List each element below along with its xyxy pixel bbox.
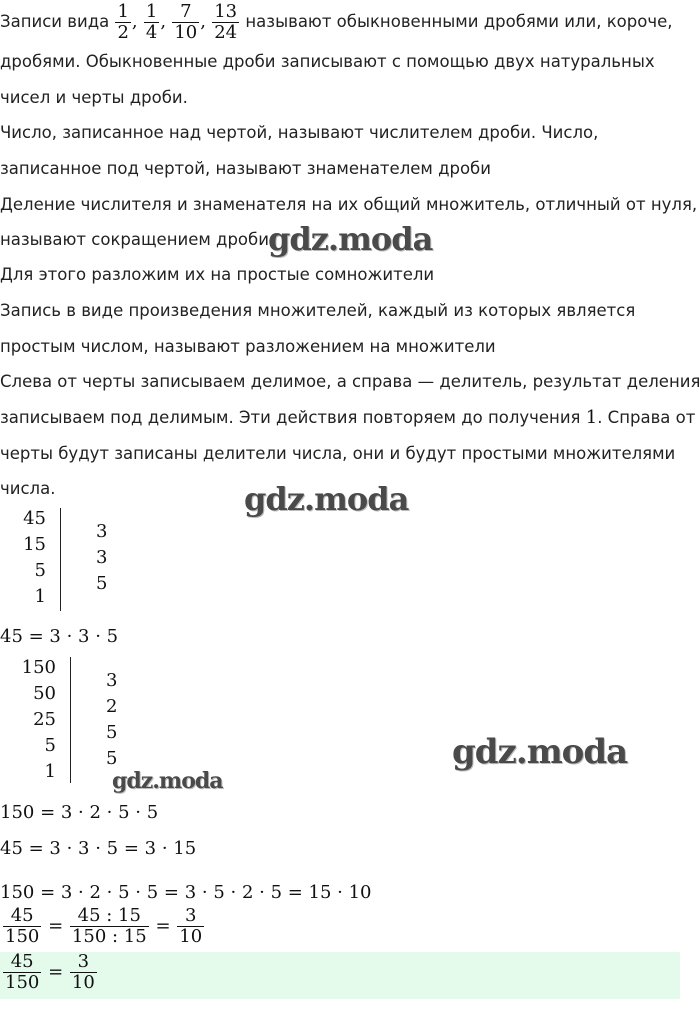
p1-prefix: Записи вида [0,12,110,31]
text-line-11: Слева от черты записываем делимое, а справа — делитель, результат деления [0,372,700,391]
fraction-1-2: $\frac{1}{2}$ [117,1,129,43]
text-line-10: простым числом, называют разложением на множители [0,337,496,356]
equation-150: 150 = 3 · 2 · 5 · 5 [0,802,159,823]
division-150-dividends: 150 50 25 5 1 [21,657,56,782]
text-line-12: записываем под делимым. Эти действия повторяем до получения 1. Справа от [0,407,696,428]
text-line-14: числа. [0,479,56,498]
text-line-1: Записи вида $\frac{1}{2}$ , $\frac{1}{4}$ , $\frac{7}{10}$ , $\frac{13}{24}$ называют обыкновенными дробями или, короче, [0,1,673,43]
fraction-13-24: $\frac{13}{24}$ [214,1,238,43]
equation-45: 45 = 3 · 3 · 5 [0,626,119,647]
watermark: gdz.moda [112,768,223,794]
text-line-6: Деление числителя и знаменателя на их общий множитель, отличный от нуля, [0,195,698,214]
text-line-5: записанное под чертой, называют знаменателем дроби [0,159,491,178]
reduction-equation: $\frac{45}{150}$ = $\frac{45 : 15}{150 : 15}$ = $\frac{3}{10}$ [5,905,203,947]
text-line-13: черты будут записаны делители числа, они и будут простыми множителями [0,444,676,463]
equation-150-grouped: 150 = 3 · 2 · 5 · 5 = 3 · 5 · 2 · 5 = 15 · 10 [0,882,372,903]
answer-fraction-45-150: $\frac{45}{150}$ [5,951,40,993]
fraction-45-15-150-15: $\frac{45 : 15}{150 : 15}$ [71,905,147,947]
division-45-divisors: 3 3 5 [96,521,108,594]
division-45-bar [60,508,61,611]
division-150-divisors: 3 2 5 5 [106,670,118,769]
p1-suffix: называют обыкновенными дробями или, короче, [245,12,673,31]
division-45-dividends: 45 15 5 1 [23,508,46,607]
division-150-bar [70,657,71,783]
watermark: gdz.moda [244,480,409,518]
answer-equation: $\frac{45}{150}$ = $\frac{3}{10}$ [5,951,95,993]
text-line-3: чисел и черты дроби. [0,88,188,107]
text-line-7: называют сокращением дроби [0,230,269,249]
watermark: gdz.moda [268,220,433,258]
text-line-2: дробями. Обыкновенные дроби записывают с помощью двух натуральных [0,52,655,71]
fraction-45-150: $\frac{45}{150}$ [5,905,40,947]
fraction-1-4: $\frac{1}{4}$ [145,1,158,43]
text-line-4: Число, записанное над чертой, называют числителем дроби. Число, [0,123,599,142]
text-line-8: Для этого разложим их на простые сомножители [0,265,435,284]
answer-box [0,952,680,999]
equation-45-grouped: 45 = 3 · 3 · 5 = 3 · 15 [0,838,197,859]
watermark: gdz.moda [452,732,628,772]
fraction-7-10: $\frac{7}{10}$ [174,1,198,43]
text-line-9: Запись в виде произведения множителей, каждый из которых является [0,301,636,320]
fraction-3-10: $\frac{3}{10}$ [179,905,203,947]
answer-fraction-3-10: $\frac{3}{10}$ [71,951,95,993]
